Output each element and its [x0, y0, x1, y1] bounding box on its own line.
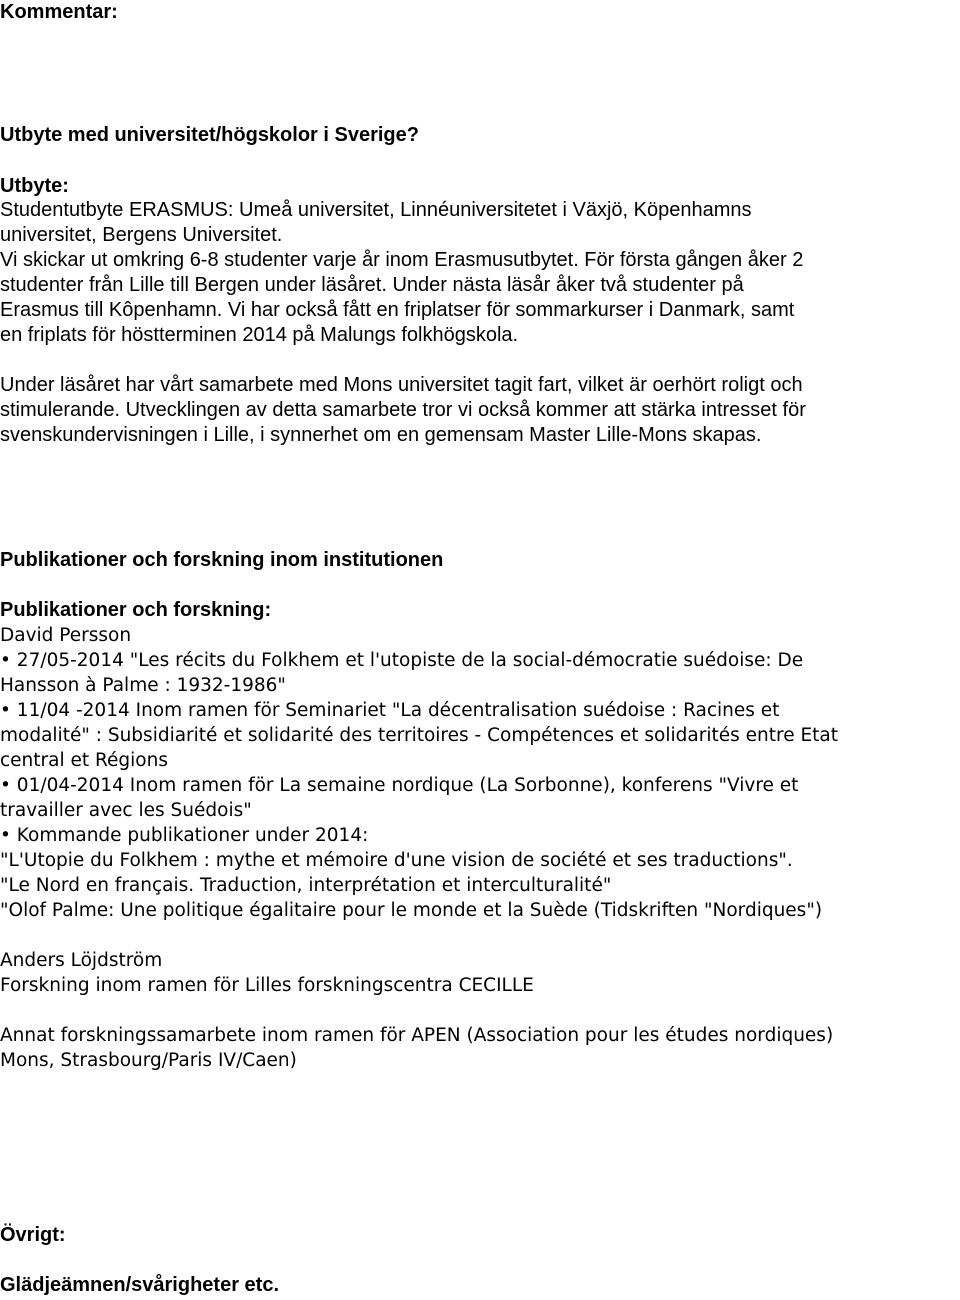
publication-list-item: • Kommande publikationer under 2014:: [0, 823, 368, 848]
publication-text-line: "Le Nord en français. Traduction, interprétation et interculturalité": [0, 875, 612, 896]
samarbete-text-line: svenskundervisningen i Lille, i synnerhet om en gemensam Master Lille-Mons skapas.: [0, 424, 762, 446]
research-text-line: Mons, Strasbourg/Paris IV/Caen): [0, 1050, 297, 1071]
utbyte-section-heading: Utbyte med universitet/högskolor i Sverige?: [0, 124, 419, 146]
utbyte-text-line: en friplats för höstterminen 2014 på Malungs folkhögskola.: [0, 324, 519, 346]
utbyte-text-line: Studentutbyte ERASMUS: Umeå universitet, Linnéuniversitetet i Växjö, Köpenhamns: [0, 199, 752, 221]
publication-text-line: travailler avec les Suédois": [0, 800, 252, 821]
publication-text-line: "L'Utopie du Folkhem : mythe et mémoire d'une vision de société et ses traductions".: [0, 850, 793, 871]
utbyte-text-line: studenter från Lille till Bergen under läsåret. Under nästa läsår åker två studenter på: [0, 274, 744, 296]
publication-list-item: • 01/04-2014 Inom ramen för La semaine nordique (La Sorbonne), konferens "Vivre et: [0, 773, 798, 798]
utbyte-text-line: Erasmus till Kôpenhamn. Vi har också fått en friplatser för sommarkurser i Danmark, samt: [0, 299, 795, 321]
utbyte-text-line: universitet, Bergens Universitet.: [0, 224, 283, 246]
gladjeamnen-heading: Glädjeämnen/svårigheter etc.: [0, 1274, 280, 1296]
publikationer-subheading: Publikationer och forskning:: [0, 599, 272, 621]
utbyte-subheading: Utbyte:: [0, 175, 69, 197]
publication-text-line: modalité" : Subsidiarité et solidarité des territoires - Compétences et solidarités entre Etat: [0, 725, 838, 746]
ovrigt-heading: Övrigt:: [0, 1224, 66, 1246]
publication-list-item: • 27/05-2014 "Les récits du Folkhem et l'utopiste de la social-démocratie suédoise: De: [0, 648, 803, 673]
utbyte-text-line: Vi skickar ut omkring 6-8 studenter varje år inom Erasmusutbytet. För första gången åker 2: [0, 249, 804, 271]
publication-text-line: Hansson à Palme : 1932-1986": [0, 675, 286, 696]
samarbete-text-line: stimulerande. Utvecklingen av detta samarbete tror vi också kommer att stärka intresset för: [0, 399, 806, 421]
samarbete-text-line: Under läsåret har vårt samarbete med Mons universitet tagit fart, vilket är oerhört roligt och: [0, 374, 803, 396]
kommentar-heading: Kommentar:: [0, 1, 118, 23]
research-text-line: Forskning inom ramen för Lilles forskningscentra CECILLE: [0, 975, 534, 996]
publication-text-line: "Olof Palme: Une politique égalitaire pour le monde et la Suède (Tidskriften "Nordiques"): [0, 900, 823, 921]
author-name: Anders Löjdström: [0, 950, 163, 971]
author-name: David Persson: [0, 625, 132, 646]
publikationer-section-heading: Publikationer och forskning inom institutionen: [0, 549, 444, 571]
publication-text-line: central et Régions: [0, 750, 168, 771]
publication-list-item: • 11/04 -2014 Inom ramen för Seminariet "La décentralisation suédoise : Racines et: [0, 698, 779, 723]
research-text-line: Annat forskningssamarbete inom ramen för APEN (Association pour les études nordiques): [0, 1025, 834, 1046]
